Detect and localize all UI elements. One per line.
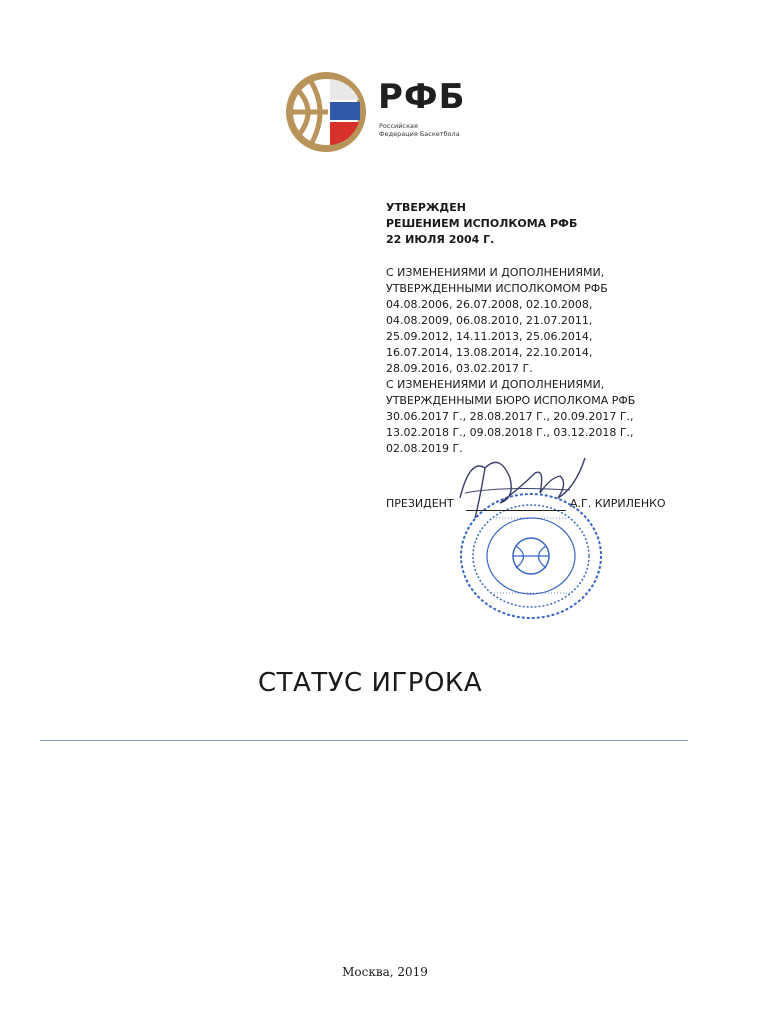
approval-block: [386, 200, 706, 457]
logo-title: РФБ: [378, 77, 466, 117]
amendment-line: 25.09.2012, 14.11.2013, 25.06.2014,: [386, 330, 593, 343]
president-name: А.Г. КИРИЛЕНКО: [570, 497, 666, 510]
approval-header-line: 22 ИЮЛЯ 2004 Г.: [386, 233, 495, 246]
amendment-line: 04.08.2006, 26.07.2008, 02.10.2008,: [386, 298, 593, 311]
document-title: СТАТУС ИГРОКА: [258, 668, 483, 698]
amendment-line: 13.02.2018 Г., 09.08.2018 Г., 03.12.2018 Г.,: [386, 426, 634, 439]
amendment-line: 30.06.2017 Г., 28.08.2017 Г., 20.09.2017 Г.,: [386, 410, 634, 423]
amendment-line: С ИЗМЕНЕНИЯМИ И ДОПОЛНЕНИЯМИ,: [386, 378, 605, 391]
amendment-line: 02.08.2019 Г.: [386, 442, 463, 455]
title-divider: [40, 740, 688, 741]
amendment-line: 16.07.2014, 13.08.2014, 22.10.2014,: [386, 346, 593, 359]
signature-line: [466, 510, 566, 511]
footer-city-year: Москва, 2019: [342, 965, 428, 979]
basketball-flag-emblem-icon: [284, 70, 372, 154]
approval-header-line: РЕШЕНИЕМ ИСПОЛКОМА РФБ: [386, 217, 578, 230]
amendment-line: УТВЕРЖДЕННЫМИ ИСПОЛКОМОМ РФБ: [386, 282, 608, 295]
signature-row: [386, 497, 686, 513]
rfb-logo: [284, 70, 484, 154]
handwritten-signature-icon: [440, 448, 600, 528]
amendment-line: 28.09.2016, 03.02.2017 Г.: [386, 362, 533, 375]
logo-subtitle-line1: Российская: [379, 122, 418, 130]
logo-subtitle-line2: Федерация Баскетбола: [379, 130, 460, 138]
approval-header-line: УТВЕРЖДЕН: [386, 201, 466, 214]
logo-subtitle: [379, 122, 479, 138]
president-label: ПРЕЗИДЕНТ: [386, 497, 454, 510]
amendment-line: 04.08.2009, 06.08.2010, 21.07.2011,: [386, 314, 593, 327]
amendment-line: УТВЕРЖДЕННЫМИ БЮРО ИСПОЛКОМА РФБ: [386, 394, 636, 407]
amendment-line: С ИЗМЕНЕНИЯМИ И ДОПОЛНЕНИЯМИ,: [386, 266, 605, 279]
